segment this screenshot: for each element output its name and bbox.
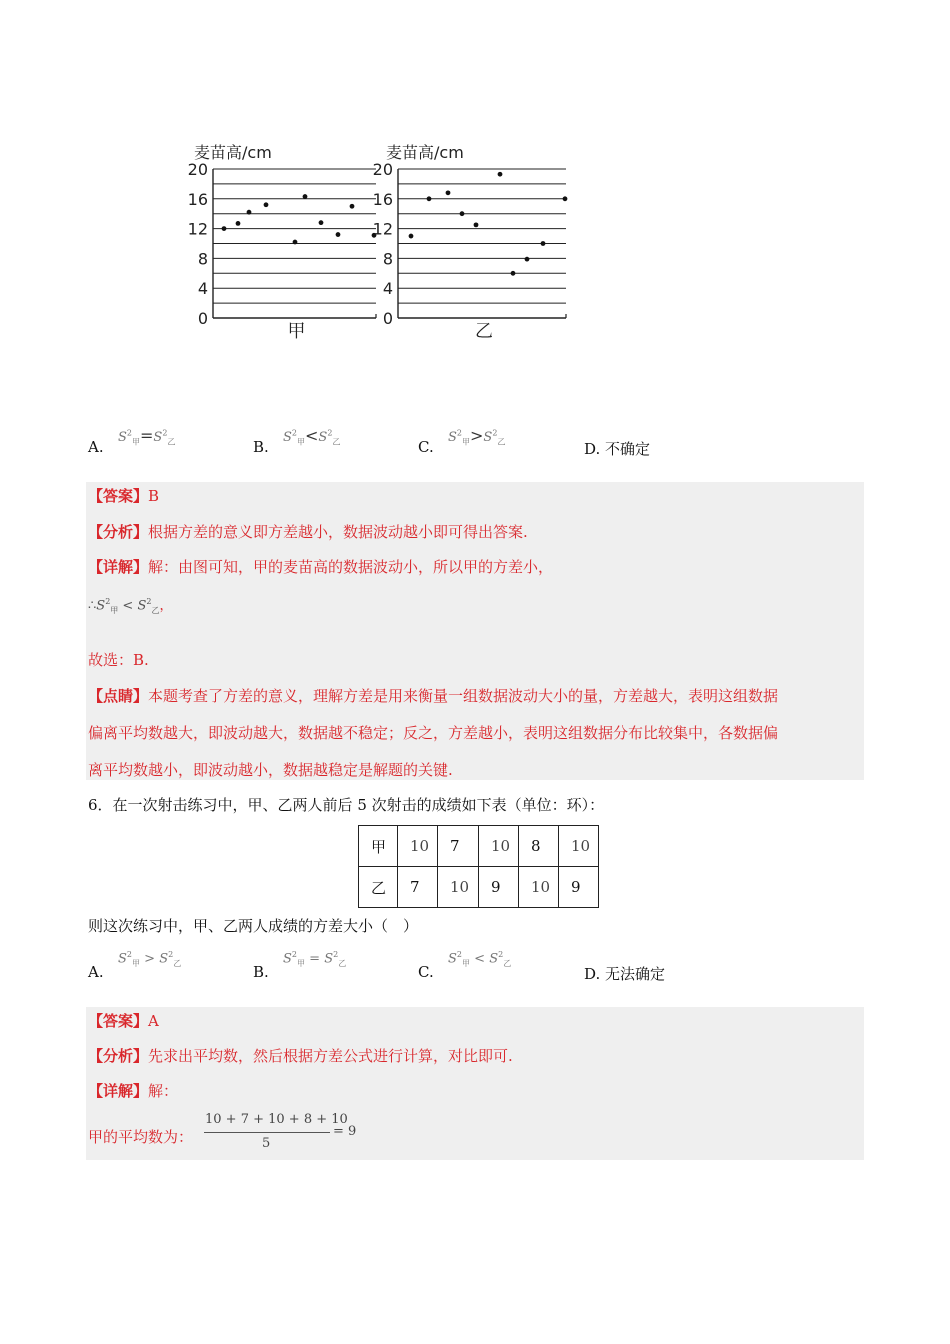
table-cell: 10 <box>479 826 519 867</box>
data-point <box>293 240 298 245</box>
y-tick-label: 8 <box>197 249 208 269</box>
q6-stem: 6．在一次射击练习中，甲、乙两人前后 5 次射击的成绩如下表（单位：环）： <box>88 796 605 814</box>
data-point <box>474 222 479 227</box>
q5-comment-3: 离平均数越小，即波动越小，数据越稳定是解题的关键. <box>88 761 453 779</box>
q5-analysis: 【分析】根据方差的意义即方差越小，数据波动越小即可得出答案. <box>88 523 528 541</box>
q6-option-d: D. 无法确定 <box>584 965 666 983</box>
q5-detail-math: $\therefore S^2_甲 < S^2_乙$， <box>88 597 173 615</box>
y-tick-label: 16 <box>187 189 208 209</box>
chart-jia <box>186 136 382 346</box>
q5-detail: 【详解】解：由图可知，甲的麦苗高的数据波动小，所以甲的方差小， <box>88 558 554 576</box>
data-point <box>247 210 252 215</box>
table-cell: 9 <box>559 867 599 908</box>
table-cell: 9 <box>479 867 519 908</box>
q6-mean-result: = 9 <box>333 1124 357 1139</box>
y-tick-label: 0 <box>197 309 208 328</box>
data-point <box>319 220 324 225</box>
y-tick-label: 12 <box>187 219 208 239</box>
chart-yi <box>372 136 578 346</box>
table-row <box>359 867 599 908</box>
data-point <box>511 271 516 276</box>
x-axis-label: 甲 <box>287 321 306 342</box>
data-point <box>303 194 308 199</box>
q6-score-table <box>358 825 599 908</box>
q6-solution-box <box>86 1007 864 1160</box>
table-cell: 7 <box>398 867 438 908</box>
y-axis-label: 麦苗高/cm <box>386 143 464 162</box>
y-tick-label: 16 <box>372 189 393 209</box>
data-point <box>350 204 355 209</box>
data-point <box>236 221 241 226</box>
q5-option-d: D. 不确定 <box>584 440 651 458</box>
data-point <box>427 196 432 201</box>
q6-mean-label: 甲的平均数为： <box>88 1128 194 1146</box>
q5-comment-2: 偏离平均数越大，即波动越大，数据越不稳定；反之，方差越小，表明这组数据分布比较集中，各数据偏 <box>88 724 779 742</box>
table-cell: 10 <box>519 867 559 908</box>
q6-mean-numerator: 10 + 7 + 10 + 8 + 10 <box>205 1112 348 1127</box>
table-cell: 10 <box>398 826 438 867</box>
data-point <box>460 211 465 216</box>
y-tick-label: 8 <box>382 249 393 269</box>
x-axis-label: 乙 <box>475 321 493 342</box>
data-point <box>222 226 227 231</box>
table-cell: 8 <box>519 826 559 867</box>
data-point <box>336 232 341 237</box>
data-point <box>264 202 269 207</box>
data-point <box>409 234 414 239</box>
y-tick-label: 20 <box>187 160 208 179</box>
y-tick-label: 0 <box>382 309 393 328</box>
table-cell: 10 <box>559 826 599 867</box>
q6-mean-denominator: 5 <box>262 1136 271 1151</box>
table-cell: 乙 <box>359 867 398 908</box>
q5-choose: 故选：B. <box>88 651 149 669</box>
data-point <box>541 241 546 246</box>
data-point <box>563 196 568 201</box>
table-cell: 10 <box>438 867 479 908</box>
y-axis-label: 麦苗高/cm <box>194 143 272 162</box>
data-point <box>446 190 451 195</box>
q6-analysis: 【分析】先求出平均数，然后根据方差公式进行计算，对比即可. <box>88 1047 513 1065</box>
q6-fraction-bar <box>204 1132 330 1133</box>
table-cell: 甲 <box>359 826 398 867</box>
table-cell: 7 <box>438 826 479 867</box>
q6-question: 则这次练习中，甲、乙两人成绩的方差大小（ ） <box>88 917 419 935</box>
y-tick-label: 4 <box>197 279 208 299</box>
q6-detail: 【详解】解： <box>88 1082 179 1100</box>
table-row <box>359 826 599 867</box>
data-point <box>525 257 530 262</box>
q5-answer: 【答案】B <box>88 487 160 505</box>
y-tick-label: 4 <box>382 279 393 299</box>
q5-comment-1: 【点睛】本题考查了方差的意义，理解方差是用来衡量一组数据波动大小的量，方差越大，表明这组数据 <box>88 687 779 705</box>
y-tick-label: 20 <box>372 160 393 179</box>
data-point <box>498 172 503 177</box>
q6-answer: 【答案】A <box>88 1012 159 1030</box>
y-tick-label: 12 <box>372 219 393 239</box>
